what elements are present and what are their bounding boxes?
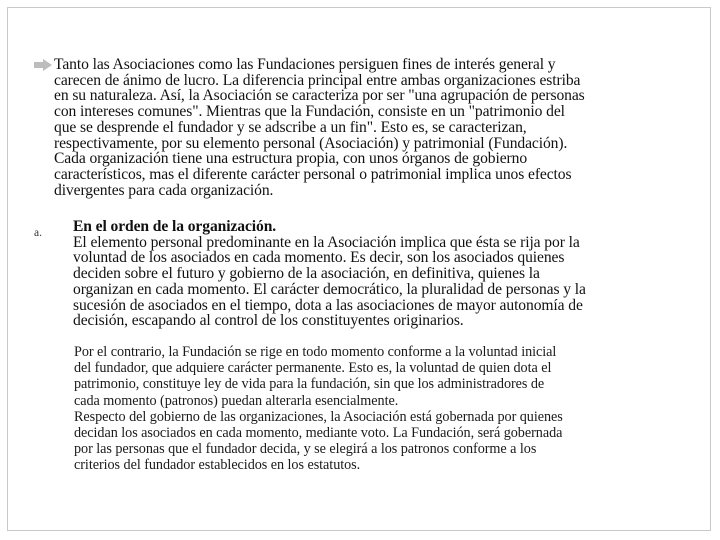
fundacion-paragraph: Por el contrario, la Fundación se rige en todo momento conforme a la voluntad inicial del fundador, que adquiere carácter permanente. Esto es, la voluntad de quien dota el patrimonio, constituye ley de vida para la fundación, sin que los administradores de cada momento (patronos) puedan alterarla esencialmente. Respecto del gobierno de las organizaciones, la Asociación está gobernada por quienes decidan los asociados en cada momento, mediante voto. La Fundación, será gobernada por las personas que el fundador decida, y se elegirá a los patronos conforme a los criterios del fundador establecidos en los estatutos. xyxy=(74,344,563,474)
item-a: En el orden de la organización. El elemento personal predominante en la Asociación implica que ésta se rija por la voluntad de los asociados en cada momento. Es decir, son los asociados quienes deciden sobre el futuro y gobierno de la asociación, en definitiva, quienes la organizan en cada momento. El carácter democrático, la pluralidad de personas y la sucesión de asociados en el tiempo, dota a las asociaciones de mayor autonomía de decisión, escapando al control de los constituyentes originarios. xyxy=(73,218,586,330)
bullet-icon xyxy=(33,58,53,72)
intro-paragraph: Tanto las Asociaciones como las Fundaciones persiguen fines de interés general y carecen de ánimo de lucro. La diferencia principal entre ambas organizaciones estriba en su naturaleza. Así, la Asociación se caracteriza por ser "una agrupación de personas con intereses comunes". Mientras que la Fundación, consiste en un "patrimonio del que se desprende el fundador y se adscribe a un fin". Esto es, se caracterizan, respectivamente, por su elemento personal (Asociación) y patrimonial (Fundación). Cada organización tiene una estructura propia, con unos órganos de gobierno característicos, mas el diferente carácter personal o patrimonial implica unos efectos divergentes para cada organización. xyxy=(54,56,585,199)
list-marker: a. xyxy=(34,227,42,239)
item-a-heading: En el orden de la organización. xyxy=(73,218,277,235)
